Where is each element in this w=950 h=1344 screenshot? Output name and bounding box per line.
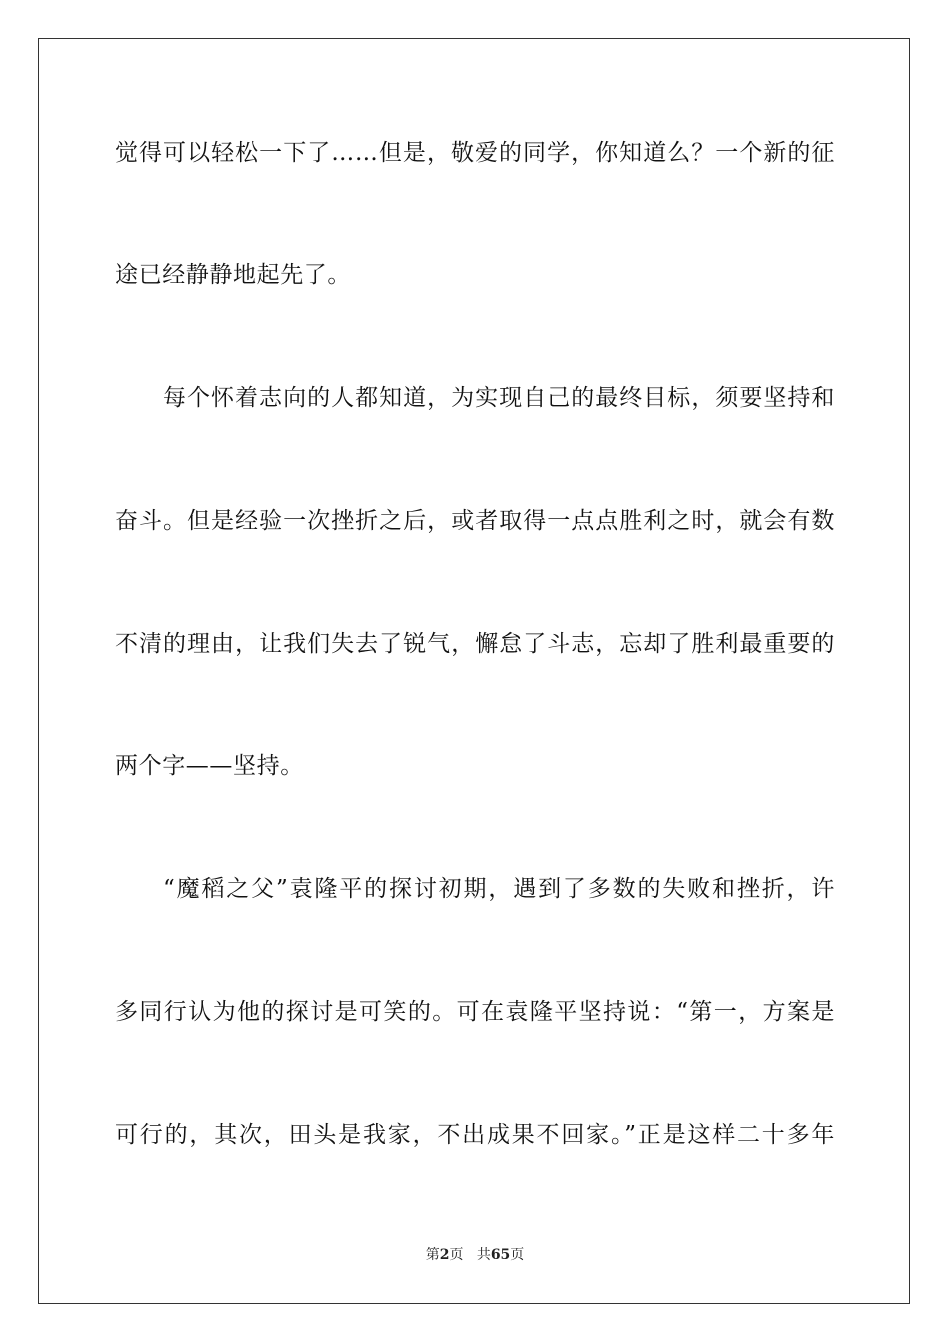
total-prefix: 共 [476, 1247, 491, 1263]
total-suffix: 页 [510, 1247, 525, 1263]
text-line: 途已经静静地起先了。 [115, 262, 351, 288]
page-suffix: 页 [449, 1247, 464, 1263]
text-line: 两个字——坚持。 [115, 753, 304, 779]
page-prefix: 第 [425, 1247, 440, 1263]
text-line: 奋斗。但是经验一次挫折之后，或者取得一点点胜利之时，就会有数 [115, 508, 835, 534]
page-border [38, 38, 910, 1304]
total-pages: 65 [490, 1247, 511, 1263]
text-line: “魔稻之父”袁隆平的探讨初期，遇到了多数的失败和挫折，许 [163, 876, 835, 902]
text-line: 觉得可以轻松一下了……但是，敬爱的同学，你知道么？一个新的征 [115, 140, 835, 166]
page-footer [0, 1246, 950, 1264]
text-line: 每个怀着志向的人都知道，为实现自己的最终目标，须要坚持和 [163, 385, 835, 411]
text-line: 多同行认为他的探讨是可笑的。可在袁隆平坚持说：“第一，方案是 [115, 999, 835, 1025]
page-number: 2 [439, 1247, 450, 1263]
text-line: 不清的理由，让我们失去了锐气，懈怠了斗志，忘却了胜利最重要的 [115, 631, 835, 657]
text-line: 可行的，其次，田头是我家，不出成果不回家。”正是这样二十多年 [115, 1122, 835, 1148]
